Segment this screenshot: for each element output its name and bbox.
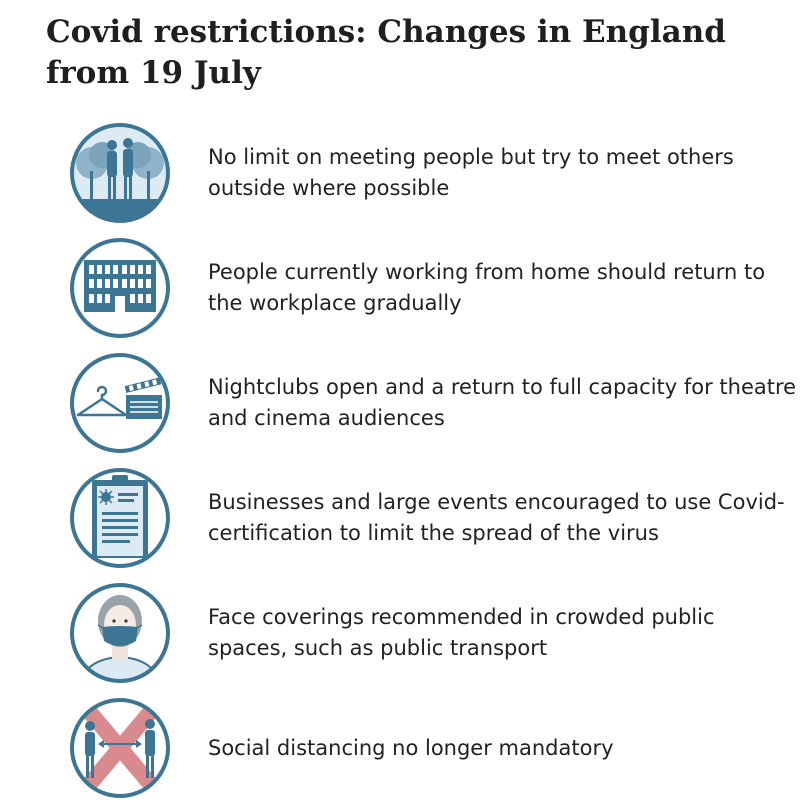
- item-text: Social distancing no longer mandatory: [208, 735, 614, 760]
- page-title: Covid restrictions: Changes in England from 19 July: [46, 14, 726, 91]
- list-item: [68, 466, 788, 574]
- list-item: [68, 236, 788, 344]
- covid-certificate-clipboard-icon: [68, 466, 172, 570]
- item-text: No limit on meeting people but try to meet others outside where possible: [208, 145, 734, 200]
- item-text: Face coverings recommended in crowded public spaces, such as public transport: [208, 605, 715, 660]
- item-text: Businesses and large events encouraged to use Covid-certification to limit the spread of the virus: [208, 490, 785, 545]
- coat-hanger-clapperboard-icon: [68, 351, 172, 455]
- list-item: [68, 696, 788, 804]
- item-text: People currently working from home should return to the workplace gradually: [208, 260, 766, 315]
- no-social-distancing-icon: [68, 696, 172, 800]
- office-building-icon: [68, 236, 172, 340]
- list-item: [68, 121, 788, 229]
- people-outdoors-icon: [68, 121, 172, 225]
- list-item: [68, 581, 788, 689]
- face-mask-person-icon: [68, 581, 172, 685]
- item-text: Nightclubs open and a return to full capacity for theatre and cinema audiences: [208, 375, 797, 430]
- list-item: [68, 351, 797, 459]
